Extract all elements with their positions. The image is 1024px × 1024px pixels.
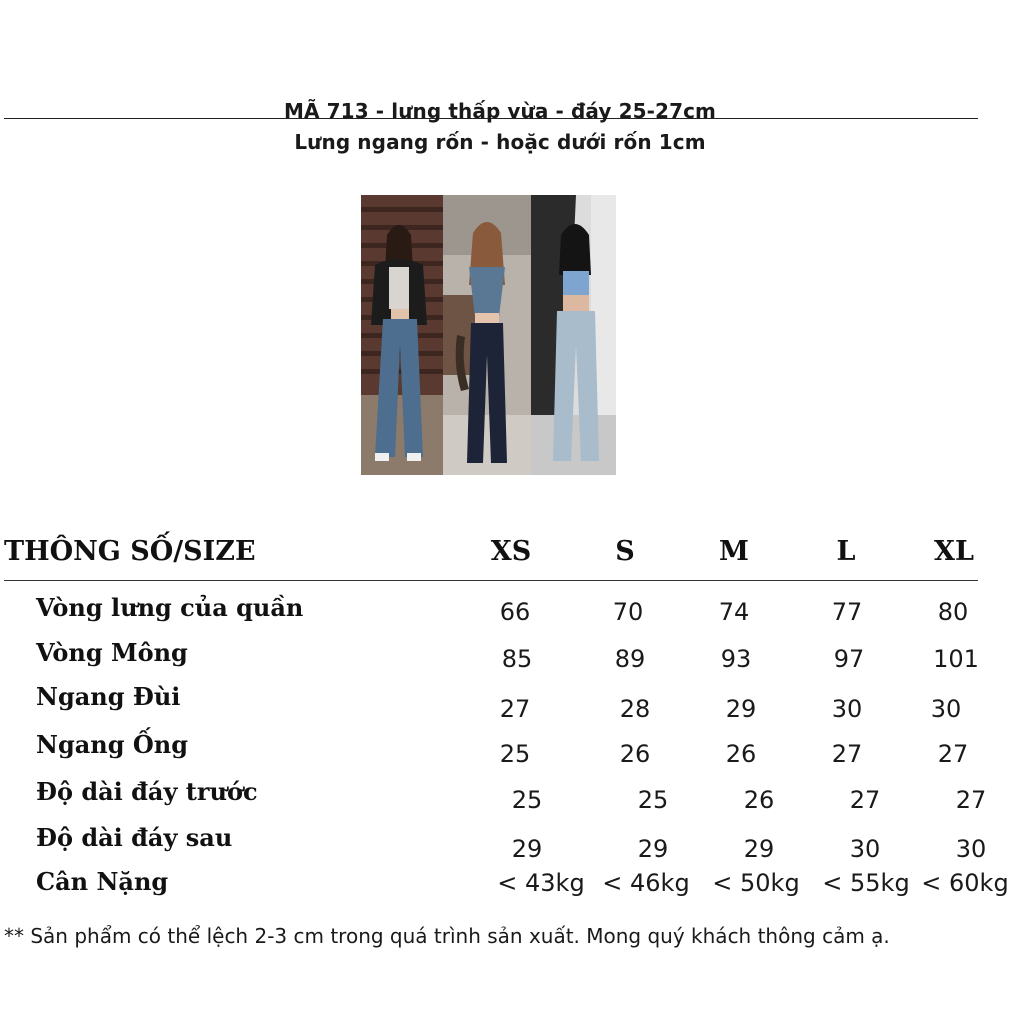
table-cell: 25 — [511, 786, 543, 814]
table-cell: 29 — [725, 695, 757, 723]
size-header-l: L — [836, 536, 856, 567]
table-cell: 30 — [930, 695, 962, 723]
table-cell: 30 — [831, 695, 863, 723]
product-photo-collage — [361, 195, 616, 475]
table-cell: 70 — [612, 598, 644, 626]
size-header-xs: XS — [490, 536, 532, 567]
table-cell: < 60kg — [921, 869, 1009, 897]
table-cell: 28 — [619, 695, 651, 723]
row-label-waist: Vòng lưng của quần — [36, 593, 304, 622]
photo-panel-1 — [361, 195, 443, 475]
table-cell: 25 — [499, 740, 531, 768]
table-cell: 80 — [937, 598, 969, 626]
table-cell: 27 — [849, 786, 881, 814]
size-header-xl: XL — [934, 536, 974, 567]
row-label-back-rise: Độ dài đáy sau — [36, 823, 233, 852]
table-header-divider — [4, 580, 978, 581]
table-cell: 27 — [937, 740, 969, 768]
row-label-hip: Vòng Mông — [36, 638, 188, 667]
product-code-heading: MÃ 713 - lưng thấp vừa - đáy 25-27cm — [284, 99, 716, 123]
model-photos — [361, 195, 616, 475]
row-label-leg-opening: Ngang Ống — [36, 730, 188, 759]
table-cell: 77 — [831, 598, 863, 626]
row-label-front-rise: Độ dài đáy trước — [36, 777, 258, 806]
row-label-weight: Cân Nặng — [36, 867, 169, 896]
table-cell: 97 — [833, 645, 865, 673]
table-cell: 26 — [725, 740, 757, 768]
table-cell: < 43kg — [497, 869, 585, 897]
table-cell: 74 — [718, 598, 750, 626]
photo-panel-2 — [443, 195, 531, 475]
table-cell: 29 — [637, 835, 669, 863]
size-header-s: S — [615, 536, 635, 567]
size-table-title: THÔNG SỐ/SIZE — [4, 536, 256, 567]
table-cell: < 46kg — [602, 869, 690, 897]
size-header-m: M — [719, 536, 749, 567]
waist-position-heading: Lưng ngang rốn - hoặc dưới rốn 1cm — [294, 130, 706, 154]
table-cell: 93 — [720, 645, 752, 673]
photo-panel-3 — [531, 195, 616, 475]
table-cell: 101 — [933, 645, 979, 673]
row-label-thigh: Ngang Đùi — [36, 682, 181, 711]
table-cell: 30 — [849, 835, 881, 863]
table-cell: 27 — [955, 786, 987, 814]
table-cell: 85 — [501, 645, 533, 673]
table-cell: 29 — [743, 835, 775, 863]
table-cell: 26 — [619, 740, 651, 768]
table-cell: 27 — [831, 740, 863, 768]
table-cell: 29 — [511, 835, 543, 863]
table-cell: 26 — [743, 786, 775, 814]
table-cell: 89 — [614, 645, 646, 673]
table-cell: 25 — [637, 786, 669, 814]
table-cell: < 55kg — [822, 869, 910, 897]
production-tolerance-note: ** Sản phẩm có thể lệch 2-3 cm trong quá trình sản xuất. Mong quý khách thông cảm ạ. — [4, 924, 890, 948]
table-cell: < 50kg — [712, 869, 800, 897]
table-cell: 66 — [499, 598, 531, 626]
table-cell: 30 — [955, 835, 987, 863]
table-cell: 27 — [499, 695, 531, 723]
